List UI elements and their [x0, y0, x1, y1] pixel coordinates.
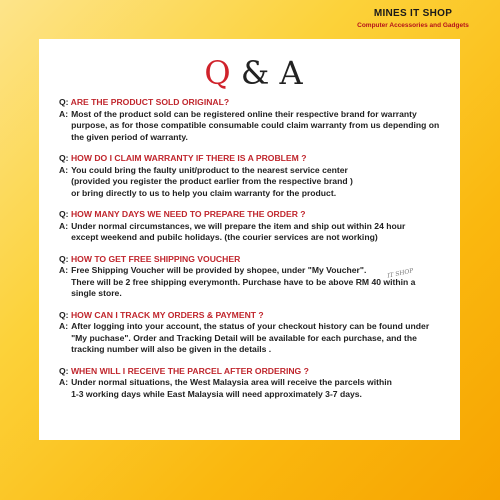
brand-block	[338, 8, 488, 29]
question-text: HOW CAN I TRACK MY ORDERS & PAYMENT ?	[70, 309, 264, 320]
brand-tagline: Computer Accessories and Gadgets	[357, 22, 469, 29]
question-prefix: Q:	[59, 365, 71, 376]
answer-text: Under normal situations, the West Malaysia area will receive the parcels within 1-3 working days while East Malaysia will need approximately 3-7 days.	[71, 377, 392, 399]
answer-prefix: A:	[59, 164, 69, 175]
qa-item	[59, 97, 448, 143]
brand-name: MINES IT SHOP	[373, 8, 453, 19]
answer-line	[59, 377, 448, 400]
qa-item	[59, 366, 448, 401]
qa-item	[59, 310, 448, 356]
question-text: HOW DO I CLAIM WARRANTY IF THERE IS A PROBLEM ?	[70, 153, 307, 163]
answer-text: Most of the product sold can be registered online their respective brand for warranty purpose, as for those compatible consumable could claim warranty from us depending on the given period of warranty.	[71, 108, 440, 142]
answer-text: Under normal circumstances, we will prepare the item and ship out within 24 hour except weekend and pubilc holidays. (the courier services are not working)	[71, 220, 406, 242]
answer-prefix: A:	[59, 220, 69, 231]
question-line	[59, 366, 448, 378]
answer-text: You could bring the faulty unit/product to the nearest service center (provided you register the product earlier from the respective brand ) or bring directly to us to help you claim warranty for the product.	[71, 164, 353, 198]
answer-line	[59, 165, 448, 200]
qa-card	[39, 39, 460, 440]
question-text: HOW MANY DAYS WE NEED TO PREPARE THE ORDER ?	[70, 209, 306, 219]
answer-prefix: A:	[59, 265, 69, 275]
question-prefix: Q:	[59, 209, 71, 219]
question-line	[59, 310, 448, 322]
question-line	[59, 97, 448, 109]
title-q: Q	[204, 54, 231, 92]
question-text: ARE THE PRODUCT SOLD ORIGINAL?	[70, 97, 230, 107]
qa-item	[59, 209, 448, 244]
question-prefix: Q:	[59, 253, 71, 264]
answer-prefix: A:	[59, 377, 69, 387]
qa-item	[59, 153, 448, 199]
page-title	[59, 54, 448, 92]
question-text: HOW TO GET FREE SHIPPING VOUCHER	[70, 253, 241, 264]
answer-prefix: A:	[59, 321, 69, 331]
title-rest: & A	[230, 54, 303, 92]
question-line	[59, 153, 448, 165]
question-prefix: Q:	[59, 97, 71, 107]
question-prefix: Q:	[59, 153, 71, 163]
answer-text: Free Shipping Voucher will be provided by shopee, under "My Voucher". There will be 2 free shipping everymonth. Purchase have to be above RM 40 within a single store.	[71, 265, 416, 298]
question-text: WHEN WILL I RECEIVE THE PARCEL AFTER ORDERING ?	[70, 365, 309, 376]
question-prefix: Q:	[59, 309, 71, 320]
answer-line	[59, 321, 448, 356]
question-line	[59, 209, 448, 221]
answer-line	[59, 221, 448, 244]
answer-prefix: A:	[59, 108, 69, 119]
answer-line	[59, 109, 448, 144]
question-line	[59, 254, 448, 266]
answer-line	[59, 265, 448, 300]
watermark: IT SHOP	[386, 267, 415, 280]
answer-text: After logging into your account, the status of your checkout history can be found under "My puchase". Order and Tracking Detail will be available for each purchase, and the tracking number will also be given in the details .	[71, 321, 430, 354]
